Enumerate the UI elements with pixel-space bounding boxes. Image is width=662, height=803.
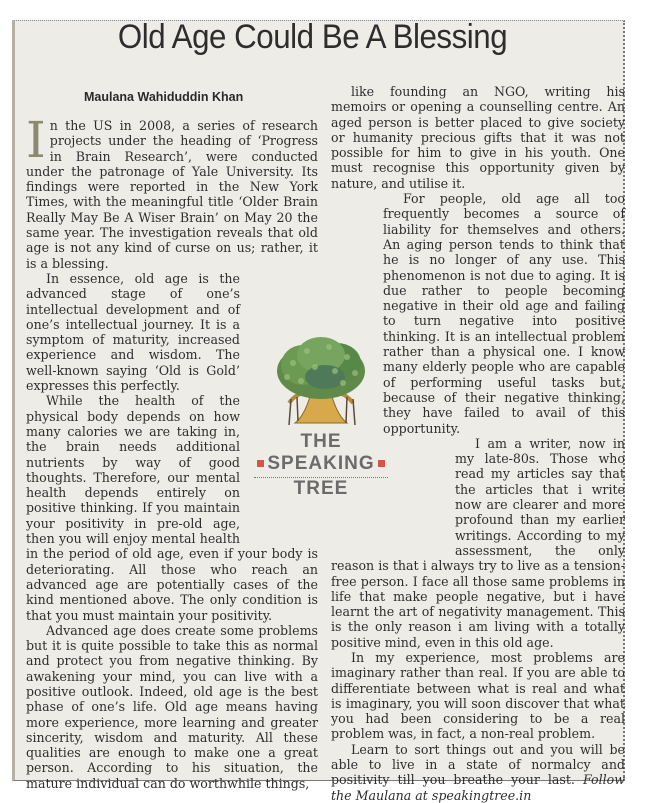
red-square-icon <box>257 460 264 467</box>
paragraph-text: n the US in 2008, a series of research projects under the heading of ‘Progress in Brain Research’, were conducted under the patronage of Yale University. Its findings were reported in the New York Times, with the meaningful title ‘Older Brain Really May Be A Wiser Brain’ on May 20 the same year. The investigation reveals that old age is not any kind of curse on us; rather, it is a blessing. <box>26 118 318 271</box>
banyan-tree-icon <box>273 333 369 431</box>
article-byline: Maulana Wahiduddin Khan <box>84 90 244 104</box>
paragraph: In essence, old age is the advanced stage of one’s intellectual development and of one’s intellectual journey. It is a symptom of maturity, increased experience and wisdom. The well-known saying ‘Old is Gold’ expresses this perfectly. <box>26 270 240 394</box>
paragraph <box>26 111 318 271</box>
drop-cap: I <box>26 111 46 169</box>
logo-wrap-space-right-b <box>383 436 455 544</box>
speaking-tree-logo <box>262 333 380 513</box>
paragraph: In my experience, most problems are imaginary rather than real. If you are able to differentiate between what is real and what is imaginary, you will soon discover that what you had been considering to be a real problem was, in fact, a non-real problem. <box>331 649 625 742</box>
logo-text-tree: TREE <box>293 478 349 499</box>
logo-text-the: THE <box>300 431 342 452</box>
paragraph: I am a writer, now in my late-80s. Those who read my articles say that the articles that i write now are clearer and more profound than my earlier writings. According to my assessment, the only reason is that i always try to live as a tension-free person. I face all those same problems in life that make people negative, but i have learnt the art of negativity management. This is the only reason i am living with a totally positive mind, even in this old age. <box>331 435 625 650</box>
paragraph: While the health of the physical body depends on how many calories we are taking in, the brain needs additional nutrients by way of good thoughts. Therefore, our mental health depends entirely on positive thinking. If you maintain your positivity in pre-old age, then you will enjoy mental health in the period of old age, even if your body is deteriorating. All those who reach an advanced age are potentially cases of the kind mentioned above. The only condition is that you must maintain your positivity. <box>26 393 318 623</box>
paragraph-text: Learn to sort things out and you will be able to live in a state of normalcy and positivity till you breathe your last. <box>331 741 625 788</box>
logo-text-speaking <box>254 453 388 478</box>
paragraph: like founding an NGO, writing his memoirs or opening a counselling centre. An aged person is better placed to give society or humanity precious gifts that it was not possible for him to give in his youth. One must recognise this opportunity given by nature, and utilise it. <box>331 84 625 191</box>
logo-speaking-label: SPEAKING <box>267 453 375 474</box>
paragraph: Advanced age does create some problems but it is quite possible to take this as normal and protect you from negative thinking. By awakening your mind, you can live with a positive outlook. Indeed, old age is the best phase of one’s life. Old age means having more experience, more learning and greater sincerity, wisdom and maturity. All these qualities are enough to make one a great person. According to his situation, the mature individual can do worthwhile things, <box>26 622 318 791</box>
paragraph <box>331 742 625 803</box>
paragraph: For people, old age all too frequently becomes a source of liability for themselves and others. An aging person tends to think that he is no longer of any use. This phenomenon is not due to aging. It is due rather to people becoming negative in their old age and failing to turn negative into positive thinking. It is an intellectual problem rather than a physical one. I know many elderly people who are capable of performing useful tasks but, because of their negative thinking, they have failed to avail of this opportunity. <box>383 191 625 436</box>
red-square-icon <box>378 460 385 467</box>
closing-credit: Follow the Maulana at speakingtree.in <box>331 772 625 803</box>
article-headline: Old Age Could Be A Blessing <box>117 18 508 56</box>
